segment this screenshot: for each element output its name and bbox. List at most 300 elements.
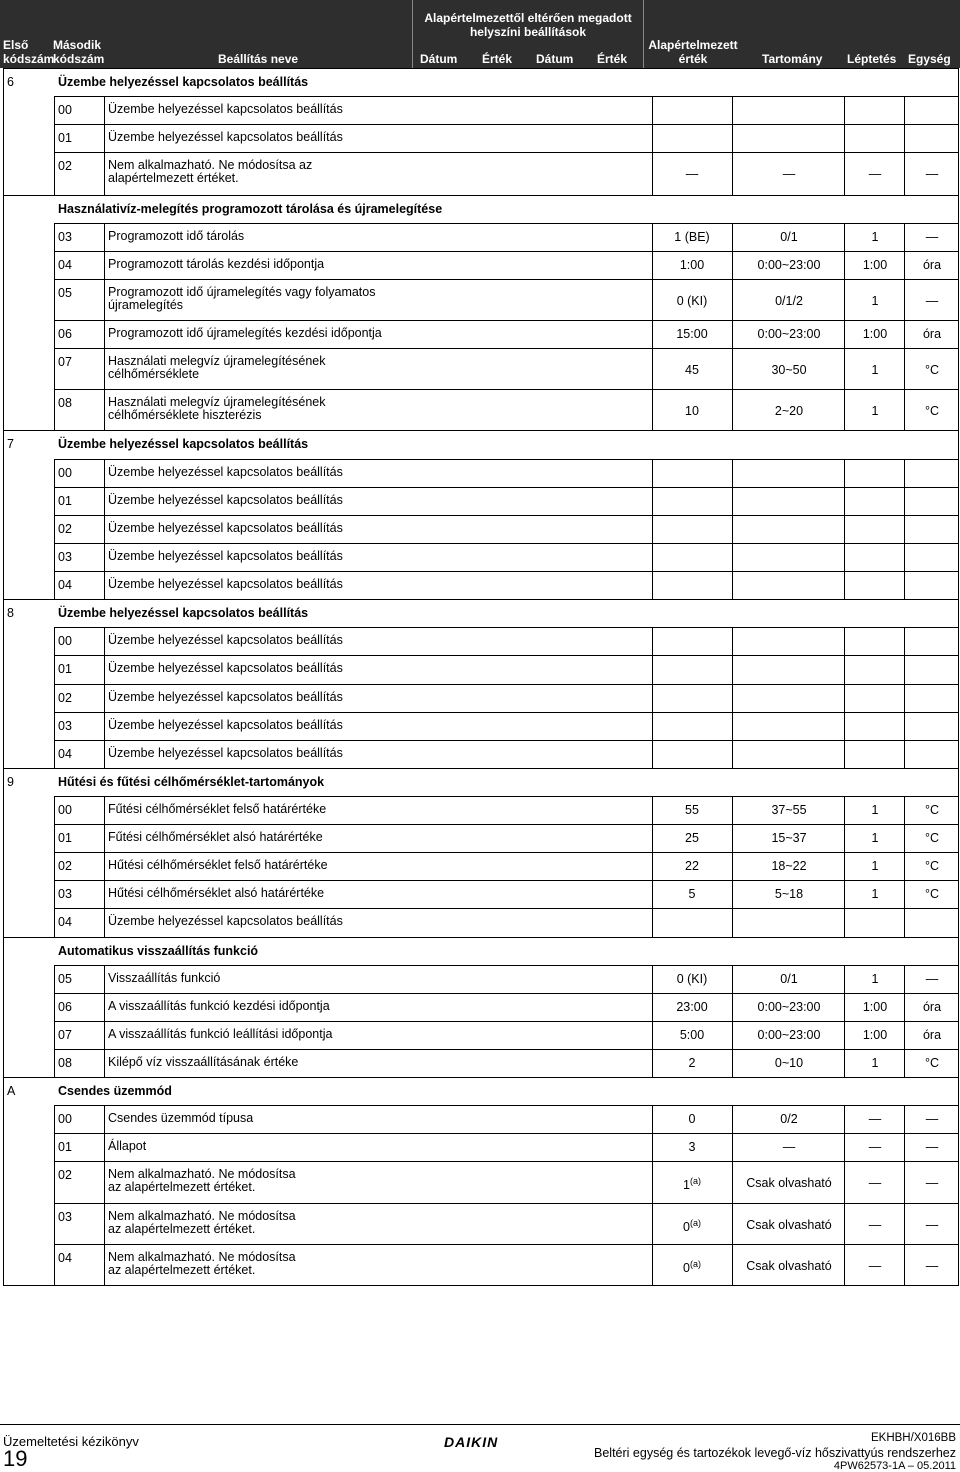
table-row [3, 515, 959, 543]
table-rule [904, 852, 905, 880]
table-rule [652, 320, 653, 348]
table-rule [904, 279, 905, 320]
table-rule [732, 543, 733, 571]
step-value: — [868, 1176, 882, 1191]
default-value: 1 (BE) [674, 229, 710, 244]
table-rule [104, 251, 105, 279]
table-rule [54, 1105, 55, 1133]
table-rule [652, 796, 653, 824]
setting-name: Üzembe helyezéssel kapcsolatos beállítás [108, 577, 343, 592]
table-rule [904, 655, 905, 683]
table-row [3, 251, 959, 279]
table-rule [652, 487, 653, 515]
setting-name: Üzembe helyezéssel kapcsolatos beállítás [108, 661, 343, 676]
table-rule [844, 96, 845, 124]
table-rule [904, 487, 905, 515]
second-code: 01 [58, 662, 72, 677]
table-rule [3, 1285, 959, 1286]
second-code: 03 [58, 229, 72, 244]
table-rule [54, 965, 55, 993]
table-rule [54, 824, 55, 852]
setting-name: A visszaállítás funkció leállítási időpontja [108, 1026, 333, 1041]
header-value-1: Érték [482, 52, 513, 66]
table-rule [904, 1161, 905, 1202]
second-code: 04 [58, 257, 72, 272]
range-value: 0:00~23:00 [757, 1027, 821, 1042]
table-rule [904, 965, 905, 993]
table-rule [104, 824, 105, 852]
second-code: 01 [58, 1140, 72, 1155]
table-rule [732, 627, 733, 655]
range-value: 0/1/2 [775, 293, 803, 308]
default-value [653, 1218, 731, 1234]
table-row [3, 1133, 959, 1161]
table-rule [904, 389, 905, 430]
table-row [3, 1203, 959, 1244]
footer-rule [0, 1424, 960, 1425]
range-value: Csak olvasható [746, 1176, 832, 1191]
step-value: — [868, 1140, 882, 1155]
table-row [3, 880, 959, 908]
table-rule [104, 348, 105, 389]
table-rule [652, 124, 653, 152]
table-rule [904, 543, 905, 571]
second-code: 02 [58, 690, 72, 705]
second-code: 03 [58, 549, 72, 564]
header-step: Léptetés [847, 52, 897, 66]
table-rule [844, 1049, 845, 1077]
table-rule [104, 515, 105, 543]
setting-name: Hűtési célhőmérséklet felső határértéke [108, 858, 328, 873]
header-site-settings-2: helyszíni beállítások [469, 25, 587, 39]
range-value: 5~18 [774, 887, 804, 902]
header-first-code-1: Első [3, 38, 29, 52]
table-rule [844, 389, 845, 430]
table-rule [54, 1049, 55, 1077]
table-rule [652, 852, 653, 880]
second-code: 01 [58, 493, 72, 508]
table-rule [104, 1049, 105, 1077]
table-rule [104, 1021, 105, 1049]
second-code: 03 [58, 887, 72, 902]
table-rule [844, 124, 845, 152]
table-row [3, 487, 959, 515]
page-footer [0, 1424, 960, 1472]
first-code: A [7, 1084, 16, 1099]
unit-value: — [925, 293, 939, 308]
table-rule [732, 1021, 733, 1049]
table-row [3, 571, 959, 599]
table-rule [54, 459, 55, 487]
setting-name: Fűtési célhőmérséklet felső határértéke [108, 801, 327, 816]
header-divider [643, 0, 644, 68]
step-value: 1:00 [862, 999, 888, 1014]
header-unit: Egység [908, 52, 951, 66]
default-value: 22 [685, 859, 699, 874]
table-rule [904, 1021, 905, 1049]
table-rule [732, 459, 733, 487]
page-number: 19 [3, 1446, 28, 1471]
table-rule [904, 1133, 905, 1161]
range-value: 0:00~23:00 [757, 999, 821, 1014]
second-code: 04 [58, 578, 72, 593]
setting-name: Csendes üzemmód típusa [108, 1111, 254, 1126]
step-value: — [868, 1258, 882, 1273]
table-rule [844, 1161, 845, 1202]
setting-name: Üzembe helyezéssel kapcsolatos beállítás [108, 464, 343, 479]
table-rule [732, 251, 733, 279]
header-default-2: érték [678, 52, 708, 66]
setting-name: Használati melegvíz újramelegítésének [108, 354, 326, 369]
step-value: 1 [871, 802, 879, 817]
setting-name: célhőmérséklete [108, 367, 200, 382]
table-rule [54, 684, 55, 712]
unit-value: — [925, 1217, 939, 1232]
header-date-2: Dátum [536, 52, 574, 66]
table-rule [844, 348, 845, 389]
footnote-mark: (a) [689, 1217, 701, 1228]
table-rule [104, 124, 105, 152]
header-value-2: Érték [597, 52, 628, 66]
default-value: 10 [685, 404, 699, 419]
table-rule [104, 543, 105, 571]
second-code: 05 [58, 285, 72, 300]
setting-name: Üzembe helyezéssel kapcsolatos beállítás [108, 745, 343, 760]
setting-name: Fűtési célhőmérséklet alsó határértéke [108, 830, 323, 845]
table-rule [732, 223, 733, 251]
table-rule [904, 993, 905, 1021]
range-value: 0/2 [780, 1112, 798, 1127]
footer-model: EKHBH/X016BB [870, 1432, 956, 1444]
range-value: 0/1 [780, 971, 798, 986]
unit-value: óra [922, 257, 942, 272]
table-rule [732, 1161, 733, 1202]
table-rule [844, 1133, 845, 1161]
setting-name: Visszaállítás funkció [108, 970, 221, 985]
table-rule [904, 684, 905, 712]
unit-value: °C [924, 404, 940, 419]
table-rule [732, 712, 733, 740]
table-rule [54, 655, 55, 683]
default-value: 5 [688, 887, 696, 902]
settings-table [3, 68, 959, 1285]
table-rule [652, 1244, 653, 1285]
header-second-code-2: kódszám [53, 52, 105, 66]
table-rule [652, 824, 653, 852]
second-code: 00 [58, 465, 72, 480]
setting-name: Üzembe helyezéssel kapcsolatos beállítás [108, 520, 343, 535]
table-rule [844, 908, 845, 936]
unit-value: °C [924, 363, 940, 378]
table-rule [54, 712, 55, 740]
table-rule [844, 852, 845, 880]
second-code: 03 [58, 718, 72, 733]
table-rule [732, 1133, 733, 1161]
table-rule [844, 965, 845, 993]
table-header [0, 0, 960, 68]
table-row [3, 1049, 959, 1077]
table-rule [104, 1244, 105, 1285]
first-code: 7 [7, 437, 14, 452]
setting-name: Üzembe helyezéssel kapcsolatos beállítás [108, 102, 343, 117]
setting-name: újramelegítés [108, 297, 184, 312]
table-rule [904, 251, 905, 279]
table-rule [54, 1244, 55, 1285]
table-rule [54, 96, 55, 124]
table-row [3, 152, 959, 194]
range-value: 0:00~23:00 [757, 327, 821, 342]
footnote-mark: (a) [689, 1176, 701, 1187]
header-first-code-2: kódszám [3, 52, 55, 66]
table-rule [54, 627, 55, 655]
setting-name: Nem alkalmazható. Ne módosítsa az [108, 158, 313, 173]
setting-name: Programozott tárolás kezdési időpontja [108, 256, 325, 271]
table-rule [104, 487, 105, 515]
table-rule [732, 824, 733, 852]
table-rule [844, 712, 845, 740]
table-rule [844, 1021, 845, 1049]
table-rule [104, 279, 105, 320]
header-date-1: Dátum [420, 52, 458, 66]
table-rule [844, 515, 845, 543]
second-code: 03 [58, 1209, 72, 1224]
default-value: — [685, 167, 699, 182]
setting-name: A visszaállítás funkció kezdési időpontja [108, 998, 330, 1013]
default-value: 0 (KI) [676, 293, 708, 308]
table-row [3, 1021, 959, 1049]
table-rule [732, 655, 733, 683]
table-rule [104, 1161, 105, 1202]
table-rule [904, 515, 905, 543]
table-rule [104, 796, 105, 824]
table-rule [732, 96, 733, 124]
table-row [3, 712, 959, 740]
table-rule [904, 1203, 905, 1244]
table-row [3, 124, 959, 152]
table-rule [844, 152, 845, 194]
table-rule [732, 740, 733, 768]
default-value: 25 [685, 831, 699, 846]
unit-value: — [925, 971, 939, 986]
table-rule [54, 389, 55, 430]
table-rule [844, 740, 845, 768]
default-value [653, 1176, 731, 1192]
table-rule [844, 880, 845, 908]
unit-value: — [925, 1176, 939, 1191]
table-rule [652, 1105, 653, 1133]
table-rule [844, 279, 845, 320]
step-value: 1 [871, 971, 879, 986]
table-rule [732, 487, 733, 515]
table-rule [844, 320, 845, 348]
second-code: 04 [58, 1250, 72, 1265]
step-value: 1 [871, 859, 879, 874]
table-rule [652, 96, 653, 124]
default-value: 15:00 [676, 327, 708, 342]
table-row [3, 993, 959, 1021]
default-value: 23:00 [676, 999, 708, 1014]
header-divider [412, 0, 413, 68]
section-title: Üzembe helyezéssel kapcsolatos beállítás [58, 75, 309, 89]
unit-value: °C [924, 1056, 940, 1071]
table-rule [652, 571, 653, 599]
table-rule [54, 279, 55, 320]
unit-value: — [925, 229, 939, 244]
table-row [3, 279, 959, 320]
table-rule [844, 459, 845, 487]
header-range: Tartomány [762, 52, 823, 66]
table-rule [104, 655, 105, 683]
default-value-text: 0 [683, 1260, 690, 1275]
unit-value: óra [922, 327, 942, 342]
default-value: 45 [685, 363, 699, 378]
setting-name: Hűtési célhőmérséklet alsó határértéke [108, 886, 325, 901]
table-rule [904, 796, 905, 824]
step-value: 1 [871, 404, 879, 419]
table-rule [104, 459, 105, 487]
table-rule [732, 1244, 733, 1285]
table-rule [732, 389, 733, 430]
setting-name: Üzembe helyezéssel kapcsolatos beállítás [108, 130, 343, 145]
table-rule [732, 993, 733, 1021]
table-row [3, 655, 959, 683]
unit-value: óra [922, 999, 942, 1014]
table-rule [54, 1161, 55, 1202]
second-code: 08 [58, 1056, 72, 1071]
table-row [3, 965, 959, 993]
table-rule [844, 543, 845, 571]
table-rule [844, 993, 845, 1021]
table-rule [652, 515, 653, 543]
table-rule [104, 1203, 105, 1244]
default-value: 55 [685, 802, 699, 817]
section-row [3, 599, 959, 627]
table-row [3, 1244, 959, 1285]
table-rule [652, 684, 653, 712]
table-row [3, 684, 959, 712]
default-value: 0 (KI) [676, 971, 708, 986]
unit-value: — [925, 1112, 939, 1127]
first-code: 8 [7, 606, 14, 621]
unit-value: °C [924, 802, 940, 817]
table-rule [104, 571, 105, 599]
table-rule [904, 740, 905, 768]
table-rule [652, 1161, 653, 1202]
table-row [3, 796, 959, 824]
setting-name: Kilépő víz visszaállításának értéke [108, 1055, 299, 1070]
step-value: 1 [871, 831, 879, 846]
table-row [3, 627, 959, 655]
table-rule [844, 1244, 845, 1285]
setting-name: Üzembe helyezéssel kapcsolatos beállítás [108, 689, 343, 704]
table-rule [904, 571, 905, 599]
table-rule [652, 348, 653, 389]
table-rule [732, 852, 733, 880]
table-rule [732, 279, 733, 320]
range-value: 18~22 [771, 859, 807, 874]
range-value: Csak olvasható [746, 1258, 832, 1273]
second-code: 06 [58, 327, 72, 342]
table-rule [732, 320, 733, 348]
range-value: — [782, 1140, 796, 1155]
table-rule [54, 515, 55, 543]
footer-doc-number: 4PW62573-1A – 05.2011 [833, 1460, 956, 1472]
header-setting-name: Beállítás neve [218, 52, 299, 66]
table-rule [54, 320, 55, 348]
range-value: 15~37 [771, 831, 807, 846]
step-value: — [868, 167, 882, 182]
table-rule [652, 740, 653, 768]
section-title: Üzembe helyezéssel kapcsolatos beállítás [58, 437, 309, 452]
section-title: Üzembe helyezéssel kapcsolatos beállítás [58, 606, 309, 621]
table-rule [652, 279, 653, 320]
step-value: 1 [871, 293, 879, 308]
table-rule [54, 852, 55, 880]
second-code: 04 [58, 915, 72, 930]
section-title: Automatikus visszaállítás funkció [58, 943, 259, 958]
table-rule [652, 1133, 653, 1161]
step-value: — [868, 1217, 882, 1232]
table-row [3, 320, 959, 348]
table-rule [904, 1105, 905, 1133]
table-rule [652, 908, 653, 936]
setting-name: Üzembe helyezéssel kapcsolatos beállítás [108, 914, 343, 929]
header-site-settings-1: Alapértelmezettől eltérően megadott [424, 11, 632, 25]
table-rule [904, 459, 905, 487]
first-code: 9 [7, 774, 14, 789]
second-code: 07 [58, 355, 72, 370]
section-title: Használativíz-melegítés programozott tárolása és újramelegítése [58, 201, 443, 216]
second-code: 05 [58, 971, 72, 986]
section-row [3, 768, 959, 796]
table-rule [844, 487, 845, 515]
table-rule [844, 796, 845, 824]
range-value: 2~20 [774, 404, 804, 419]
table-rule [54, 543, 55, 571]
table-rule [652, 543, 653, 571]
second-code: 04 [58, 746, 72, 761]
section-row [3, 1077, 959, 1105]
table-rule [652, 389, 653, 430]
section-row [3, 430, 959, 458]
table-rule [732, 796, 733, 824]
table-rule [844, 1203, 845, 1244]
second-code: 00 [58, 103, 72, 118]
table-rule [104, 223, 105, 251]
default-value-text: 1 [683, 1178, 690, 1193]
table-rule [652, 993, 653, 1021]
setting-name: Állapot [108, 1139, 147, 1154]
table-rule [904, 908, 905, 936]
table-rule [652, 965, 653, 993]
table-rule [904, 348, 905, 389]
second-code: 02 [58, 159, 72, 174]
table-rule [104, 1133, 105, 1161]
table-rule [54, 571, 55, 599]
range-value: 0~10 [774, 1056, 804, 1071]
table-rule [904, 880, 905, 908]
default-value: 5:00 [679, 1027, 705, 1042]
step-value: 1 [871, 1056, 879, 1071]
table-rule [904, 1049, 905, 1077]
table-rule [54, 348, 55, 389]
table-rule [54, 487, 55, 515]
table-rule [844, 684, 845, 712]
setting-name: Programozott idő újramelegítés kezdési időpontja [108, 326, 382, 341]
table-row [3, 348, 959, 389]
daikin-logo: DAIKIN [444, 1434, 499, 1450]
header-default-1: Alapértelmezett [648, 38, 738, 52]
